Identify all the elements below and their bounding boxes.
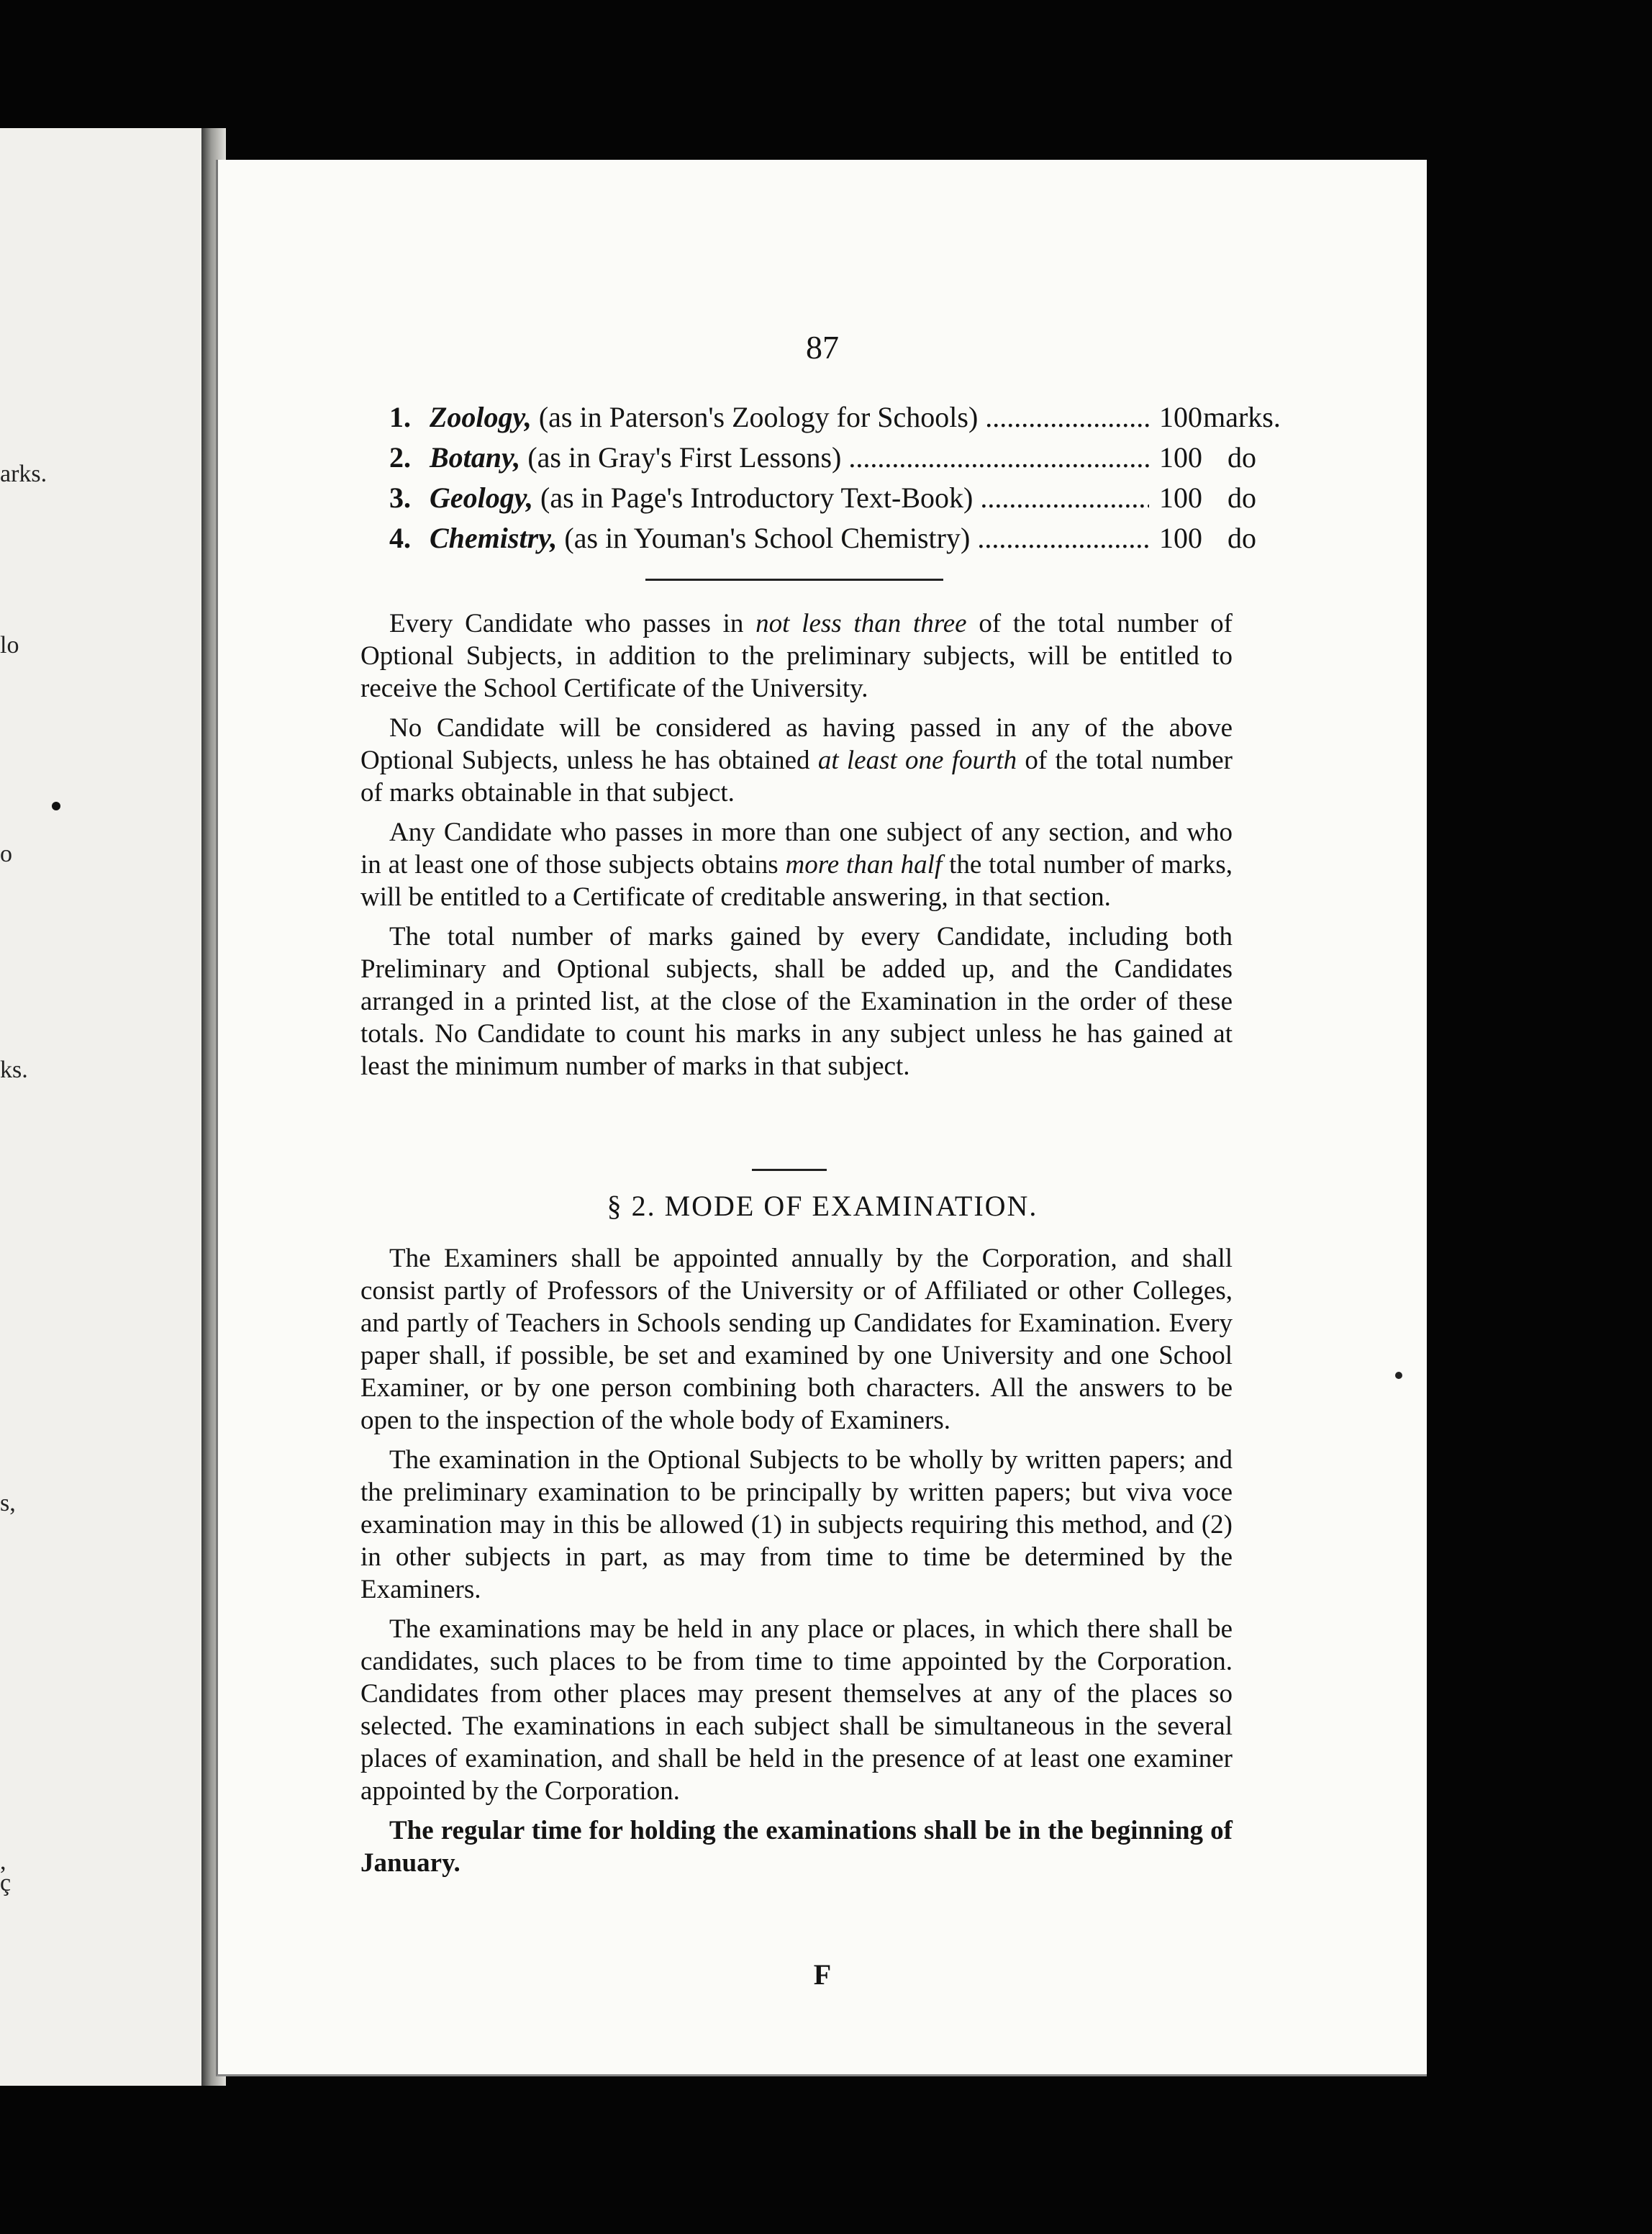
paragraph-text: of the total number of Optional Subjects, in addition to the preliminary subjects, will be entitled to receive the School Certificate of the University.	[360, 609, 1233, 703]
emphasis-text: not less than three	[755, 609, 967, 638]
subject-description: (as in Gray's First Lessons) .....	[527, 438, 1149, 478]
ink-dot	[1395, 1372, 1402, 1379]
page-number: 87	[806, 329, 839, 366]
subject-description: (as in Paterson's Zoology for Schools) .....	[539, 397, 1149, 438]
section-heading: § 2. MODE OF EXAMINATION.	[607, 1190, 1038, 1222]
subject-marks: 100	[1159, 522, 1202, 554]
paragraph-text: the total number of marks, will be entitled to a Certificate of creditable answering, in that section.	[360, 850, 1233, 912]
emphasis-text: more than half	[785, 850, 943, 879]
facing-page-text: ,	[0, 1848, 6, 1875]
paragraph: The examinations may be held in any place or places, in which there shall be candidates, such places to be from time to time appointed by the Corporation. Candidates from other places may present themselves at any of the places so selected. The examinations in each subject shall be simultaneous in the several places of examination, and shall be held in the presence of at least one examiner appointed by the Corporation.	[360, 1614, 1233, 1806]
subject-marks: 100	[1159, 401, 1202, 433]
divider-rule	[645, 579, 943, 581]
subject-description: (as in Page's Introductory Text-Book) .....	[540, 478, 1149, 518]
facing-page-text: ç	[0, 1870, 12, 1896]
subject-name: Botany,	[430, 441, 521, 474]
book-page	[216, 160, 1427, 2076]
section-rule	[752, 1169, 827, 1171]
signature-mark: F	[813, 1958, 832, 1991]
paragraph-text: No Candidate will be considered as having passed in any of the above Optional Subjects, unless he has obtained	[360, 713, 1233, 775]
subject-name: Geology,	[430, 481, 534, 514]
paragraph	[360, 712, 1233, 809]
subject-marks: 100	[1159, 441, 1202, 474]
subject-number: 2.	[389, 441, 411, 474]
subject-row	[389, 478, 1281, 518]
subject-row	[389, 438, 1281, 478]
paragraph: The Examiners shall be appointed annually by the Corporation, and shall consist partly of Professors of the University or of Affiliated or other Colleges, and partly of Teachers in Schools sending up Candidates for Examination. Every paper shall, if possible, be set and examined by one University and one School Examiner, or by one person combining both characters. All the answers to be open to the inspection of the whole body of Examiners.	[360, 1244, 1233, 1435]
paragraph	[360, 816, 1233, 913]
mode-of-examination-text	[360, 1242, 1233, 1886]
optional-subjects-list	[389, 397, 1281, 558]
subject-row	[389, 518, 1281, 558]
paragraph: The total number of marks gained by every Candidate, including both Preliminary and Optional subjects, shall be added up, and the Candidates arranged in a printed list, at the close of the Examination in the order of these totals. No Candidate to count his marks in any subject unless he has gained at least the minimum number of marks in that subject.	[360, 922, 1233, 1081]
facing-page-text: o	[0, 841, 12, 867]
ink-dot	[52, 802, 60, 810]
subject-name: Zoology,	[430, 401, 532, 433]
regulations-text	[360, 607, 1233, 1090]
facing-page-fragment	[0, 128, 204, 2086]
subject-unit: marks.	[1203, 401, 1281, 433]
paragraph-text: Every Candidate who passes in	[389, 609, 756, 638]
subject-description: (as in Youman's School Chemistry) .....	[564, 518, 1149, 558]
emphasis-text: at least one fourth	[817, 746, 1017, 775]
subject-number: 1.	[389, 401, 411, 433]
subject-marks: 100	[1159, 481, 1202, 514]
facing-page-text: s,	[0, 1490, 16, 1516]
subject-row	[389, 397, 1281, 438]
facing-page-text: ks.	[0, 1057, 28, 1083]
subject-unit: do	[1227, 522, 1256, 554]
facing-page-text: arks.	[0, 461, 47, 487]
paragraph: The regular time for holding the examinations shall be in the beginning of January.	[360, 1816, 1233, 1878]
subject-name: Chemistry,	[430, 522, 558, 554]
subject-unit: do	[1227, 441, 1256, 474]
subject-number: 4.	[389, 522, 411, 554]
paragraph-text: Any Candidate who passes in more than one subject of any section, and who in at least one of those subjects obtains	[360, 818, 1233, 879]
subject-unit: do	[1227, 481, 1256, 514]
paragraph	[360, 607, 1233, 705]
facing-page-text: lo	[0, 632, 19, 659]
paragraph: The examination in the Optional Subjects to be wholly by written papers; and the preliminary examination to be principally by written papers; but viva voce examination may in this be allowed (1) in subjects requiring this method, and (2) in other subjects in part, as may from time to time be determined by the Examiners.	[360, 1445, 1233, 1604]
paragraph-text: of the total number of marks obtainable in that subject.	[360, 746, 1233, 808]
subject-number: 3.	[389, 481, 411, 514]
